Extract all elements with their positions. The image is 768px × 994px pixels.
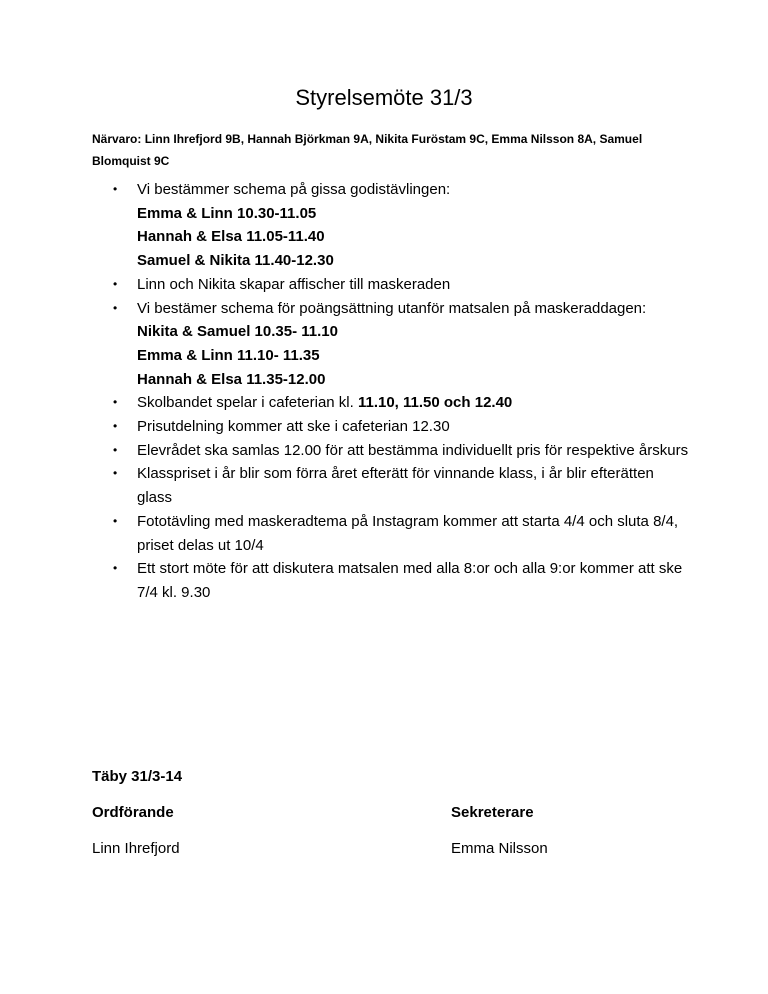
agenda-item <box>92 510 692 557</box>
schedule-entry: Emma & Linn 11.10- 11.35 <box>137 346 320 364</box>
agenda-item <box>92 391 692 415</box>
agenda-item-text: Ett stort möte för att diskutera matsalen med alla 8:or och alla 9:or kommer att ske 7/4 kl. 9.30 <box>137 560 683 601</box>
bullet-icon: • <box>113 561 118 576</box>
bullet-icon: • <box>113 395 118 410</box>
bullet-icon: • <box>113 300 118 315</box>
bullet-icon: • <box>113 513 118 528</box>
chair-name: Linn Ihrefjord <box>92 840 180 857</box>
schedule-entry: Nikita & Samuel 10.35- 11.10 <box>137 323 338 341</box>
agenda-item-text: Prisutdelning kommer att ske i cafeterian 12.30 <box>137 418 450 436</box>
schedule-entry: Hannah & Elsa 11.35-12.00 <box>137 370 326 388</box>
chair-role-heading: Ordförande <box>92 804 174 821</box>
bullet-icon: • <box>113 466 118 481</box>
agenda-list <box>92 178 692 605</box>
agenda-item-text: Klasspriset i år blir som förra året efterätt för vinnande klass, i år blir efterätten glass <box>137 465 654 507</box>
agenda-item-text: Skolbandet spelar i cafeterian kl. <box>137 394 354 412</box>
bullet-icon: • <box>113 182 118 196</box>
agenda-item-text: Linn och Nikita skapar affischer till maskeraden <box>137 275 451 293</box>
agenda-item <box>92 178 692 273</box>
secretary-name: Emma Nilsson <box>451 840 548 857</box>
attendance-line <box>92 128 692 172</box>
agenda-item <box>92 297 692 392</box>
attendance-names: Linn Ihrefjord 9B, Hannah Björkman 9A, Nikita Furöstam 9C, Emma Nilsson 8A, Samuel Blomquist 9C <box>92 132 643 168</box>
secretary-role-heading: Sekreterare <box>451 804 534 821</box>
agenda-item-text: Vi bestämer schema för poängsättning utanför matsalen på maskeraddagen: <box>137 299 647 317</box>
agenda-item <box>92 462 692 509</box>
bullet-icon: • <box>113 276 118 291</box>
agenda-item-text: Elevrådet ska samlas 12.00 för att bestämma individuellt pris för respektive årskurs <box>137 441 689 459</box>
agenda-item-times: 11.10, 11.50 och 12.40 <box>357 394 513 412</box>
bullet-icon: • <box>113 442 118 457</box>
attendance-label: Närvaro: <box>92 132 142 146</box>
agenda-item-text: Vi bestämmer schema på gissa godistävlingen: <box>137 181 451 198</box>
agenda-item <box>92 557 692 604</box>
agenda-item <box>92 415 692 439</box>
schedule-entry: Hannah & Elsa 11.05-11.40 <box>137 228 325 246</box>
agenda-item <box>92 273 692 297</box>
schedule-entry: Emma & Linn 10.30-11.05 <box>137 204 317 222</box>
bullet-icon: • <box>113 419 118 434</box>
agenda-item <box>92 439 692 463</box>
schedule-entry: Samuel & Nikita 11.40-12.30 <box>137 252 334 270</box>
page-title: Styrelsemöte 31/3 <box>295 85 473 110</box>
agenda-item-text: Fototävling med maskeradtema på Instagram kommer att starta 4/4 och sluta 8/4, priset delas ut 10/4 <box>137 512 679 554</box>
signoff-place-date: Täby 31/3-14 <box>92 768 183 785</box>
